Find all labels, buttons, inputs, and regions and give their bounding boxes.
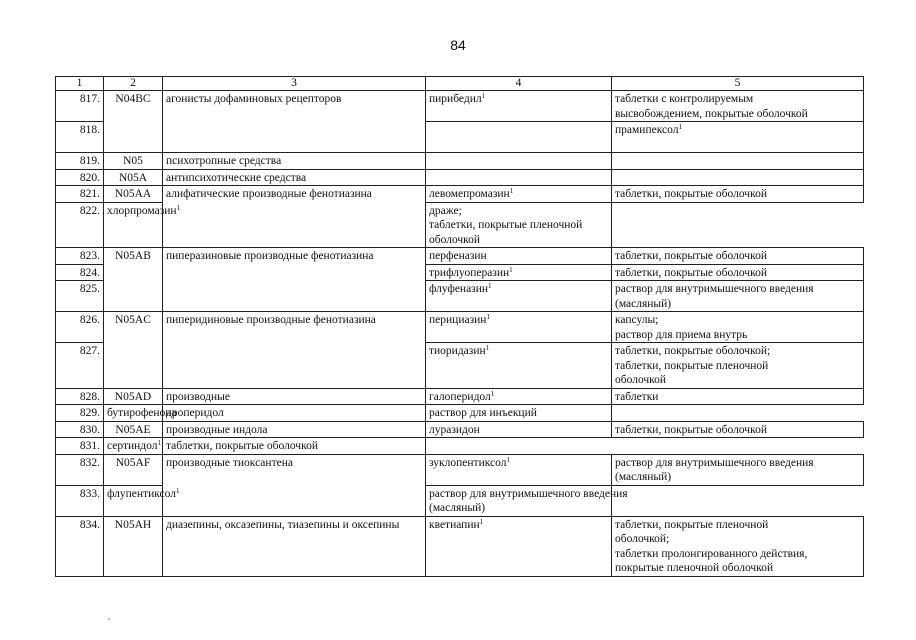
footnote-marker: 1 <box>506 455 510 464</box>
group-name: производные тиоксантена <box>163 454 426 516</box>
table-row <box>56 91 864 122</box>
table-row <box>56 186 864 203</box>
dosage-form-line: раствор для внутримышечного введения <box>615 283 814 295</box>
table-row <box>56 248 864 265</box>
dosage-form <box>612 516 864 576</box>
drug-name-text: тиоридазин <box>429 345 486 357</box>
drug-name <box>426 169 612 186</box>
table-row <box>56 454 864 485</box>
drug-name <box>426 343 612 389</box>
atc-code: N05 <box>104 153 163 170</box>
dosage-form-line: высвобождением, покрытые оболочкой <box>615 107 808 120</box>
header-row <box>56 77 864 91</box>
drug-name <box>104 485 180 516</box>
dosage-form-line: капсулы; <box>615 314 659 326</box>
dosage-form <box>612 153 864 170</box>
row-number: 833. <box>56 485 104 516</box>
atc-code: N05AH <box>104 516 163 576</box>
row-number: 827. <box>56 343 104 389</box>
drug-name <box>426 312 612 343</box>
dosage-form <box>612 169 864 186</box>
dosage-form <box>612 186 864 203</box>
page-number: 84 <box>450 37 466 53</box>
drug-name-text: сертиндол <box>107 440 158 452</box>
header-cell: 2 <box>104 77 163 91</box>
drug-name-text: перициазин <box>429 314 487 326</box>
row-number: 826. <box>56 312 104 343</box>
table-row <box>56 421 864 438</box>
footnote-marker: 1 <box>678 123 682 131</box>
atc-code: N05AF <box>104 454 163 485</box>
drug-name <box>426 388 612 405</box>
row-number: 825. <box>56 281 104 312</box>
footnote-marker: 1 <box>509 265 513 274</box>
dosage-form-line: таблетки, покрытые оболочкой <box>615 266 767 279</box>
drug-name-text: дроперидол <box>166 407 224 419</box>
drug-name <box>426 281 612 312</box>
row-number: 832. <box>56 454 104 485</box>
dosage-form-line: раствор для внутримышечного введения <box>615 456 814 469</box>
drug-name <box>426 516 612 576</box>
table-row <box>56 388 864 405</box>
drug-name-text: хлорпромазин <box>107 204 177 217</box>
drug-name-text: пирибедил <box>429 93 482 105</box>
dosage-form <box>612 264 864 281</box>
footnote-marker: 1 <box>481 92 486 100</box>
dosage-form-line: таблетки, покрытые оболочкой <box>615 188 767 200</box>
atc-code <box>426 122 612 153</box>
group-name: производные индола <box>163 421 426 438</box>
dosage-form-line: драже; <box>429 204 462 217</box>
drug-name <box>104 438 163 455</box>
footnote-marker: 1 <box>157 439 161 447</box>
drug-name <box>612 122 864 153</box>
dosage-form <box>426 405 612 422</box>
table-row <box>56 153 864 170</box>
footnote-marker: 1 <box>488 282 492 290</box>
dosage-form-line: оболочкой; <box>615 533 670 545</box>
drug-name <box>426 91 612 122</box>
dosage-form-line: раствор для внутримышечного введения <box>429 487 628 500</box>
drug-name <box>104 202 181 248</box>
header-cell: 5 <box>612 77 864 91</box>
atc-code: N05AA <box>104 186 163 203</box>
dosage-form-line: оболочкой <box>615 374 667 386</box>
row-number: 828. <box>56 388 104 405</box>
drug-name <box>426 264 612 281</box>
footnote-marker: 1 <box>509 187 514 195</box>
drug-name <box>426 186 612 203</box>
medications-table <box>55 76 864 577</box>
drug-name-text: левомепромазин <box>429 188 510 200</box>
header-cell: 3 <box>163 77 426 91</box>
drug-name-text: перфеназин <box>429 250 487 262</box>
table-body <box>56 91 864 577</box>
dosage-form-line: раствор для приема внутрь <box>615 328 748 341</box>
atc-code: N04BC <box>104 91 163 153</box>
dosage-form <box>612 91 864 122</box>
row-number: 834. <box>56 516 104 576</box>
drug-name <box>426 454 612 485</box>
footnote-marker: 1 <box>485 344 490 352</box>
group-name: антипсихотические средства <box>163 169 426 186</box>
footnote-marker: 1 <box>490 389 495 398</box>
drug-name-text: луразидон <box>429 423 480 436</box>
footnote-marker: 1 <box>176 486 180 495</box>
dosage-form-line: таблетки <box>615 390 659 403</box>
dosage-form <box>612 281 864 312</box>
atc-code: N05AD <box>104 388 163 405</box>
group-name: бутирофенона <box>104 405 163 422</box>
row-number: 820. <box>56 169 104 186</box>
dosage-form-line: (масляный) <box>615 471 672 483</box>
dosage-form-line: таблетки, покрытые оболочкой <box>615 423 767 436</box>
dosage-form-line: таблетки, покрытые оболочкой <box>615 250 767 262</box>
table-row <box>56 169 864 186</box>
group-name: пиперидиновые производные фенотиазина <box>163 312 426 389</box>
dosage-form <box>612 388 864 405</box>
table-row <box>56 312 864 343</box>
drug-name-text: трифлуоперазин <box>429 266 510 279</box>
group-name: производные <box>163 388 426 405</box>
scan-speck <box>108 618 110 620</box>
row-number: 824. <box>56 264 104 281</box>
drug-name-text: флуфеназин <box>429 283 489 295</box>
row-number: 830. <box>56 421 104 438</box>
table-row <box>56 516 864 576</box>
footnote-marker: 1 <box>486 313 490 321</box>
drug-name-text: зуклопентиксол <box>429 456 507 469</box>
drug-name-text: флупентиксол <box>107 487 176 500</box>
dosage-form <box>426 485 628 516</box>
atc-code: N05AB <box>104 248 163 312</box>
footnote-marker: 1 <box>176 203 181 212</box>
dosage-form-line: таблетки, покрытые оболочкой <box>166 440 318 452</box>
row-number: 829. <box>56 405 104 422</box>
atc-code: N05AC <box>104 312 163 389</box>
table-row <box>56 405 864 422</box>
header-cell: 1 <box>56 77 104 91</box>
dosage-form <box>163 438 426 455</box>
row-number: 818. <box>56 122 104 153</box>
drug-name <box>426 248 612 265</box>
table-row <box>56 438 864 455</box>
dosage-form <box>612 343 864 389</box>
dosage-form-line: таблетки, покрытые оболочкой; <box>615 345 771 357</box>
drug-name-text: прамипексол <box>615 124 679 136</box>
atc-code: N05AE <box>104 421 163 438</box>
group-name: пиперазиновые производные фенотиазина <box>163 248 426 312</box>
dosage-form-line: оболочкой <box>429 233 481 246</box>
drug-name-text: кветиапин <box>429 518 480 531</box>
row-number: 819. <box>56 153 104 170</box>
dosage-form-line: таблетки пролонгированного действия, <box>615 547 808 560</box>
group-name: диазепины, оксазепины, тиазепины и оксепины <box>163 516 426 576</box>
header-cell: 4 <box>426 77 612 91</box>
drug-name <box>426 421 612 438</box>
group-name: агонисты дофаминовых рецепторов <box>163 91 426 153</box>
drug-name-text: галоперидол <box>429 390 491 403</box>
dosage-form <box>612 312 864 343</box>
atc-code: N05A <box>104 169 163 186</box>
dosage-form <box>612 454 864 485</box>
footnote-marker: 1 <box>479 517 484 526</box>
drug-name <box>163 405 426 422</box>
dosage-form <box>612 421 864 438</box>
row-number: 817. <box>56 91 104 122</box>
dosage-form-line: таблетки, покрытые пленочной <box>615 359 769 372</box>
row-number: 831. <box>56 438 104 455</box>
dosage-form-line: таблетки с контролируемым <box>615 93 754 105</box>
group-name: алифатические производные фенотиазина <box>163 186 426 248</box>
dosage-form <box>426 202 612 248</box>
dosage-form <box>612 248 864 265</box>
row-number: 822. <box>56 202 104 248</box>
dosage-form-line: таблетки, покрытые пленочной <box>429 219 583 231</box>
dosage-form-line: (масляный) <box>615 297 672 310</box>
dosage-form-line: таблетки, покрытые пленочной <box>615 518 769 531</box>
dosage-form-line: (масляный) <box>429 502 486 514</box>
dosage-form-line: покрытые пленочной оболочкой <box>615 562 774 574</box>
row-number: 821. <box>56 186 104 203</box>
drug-name <box>426 153 612 170</box>
dosage-form-line: раствор для инъекций <box>429 407 537 419</box>
group-name: психотропные средства <box>163 153 426 170</box>
row-number: 823. <box>56 248 104 265</box>
